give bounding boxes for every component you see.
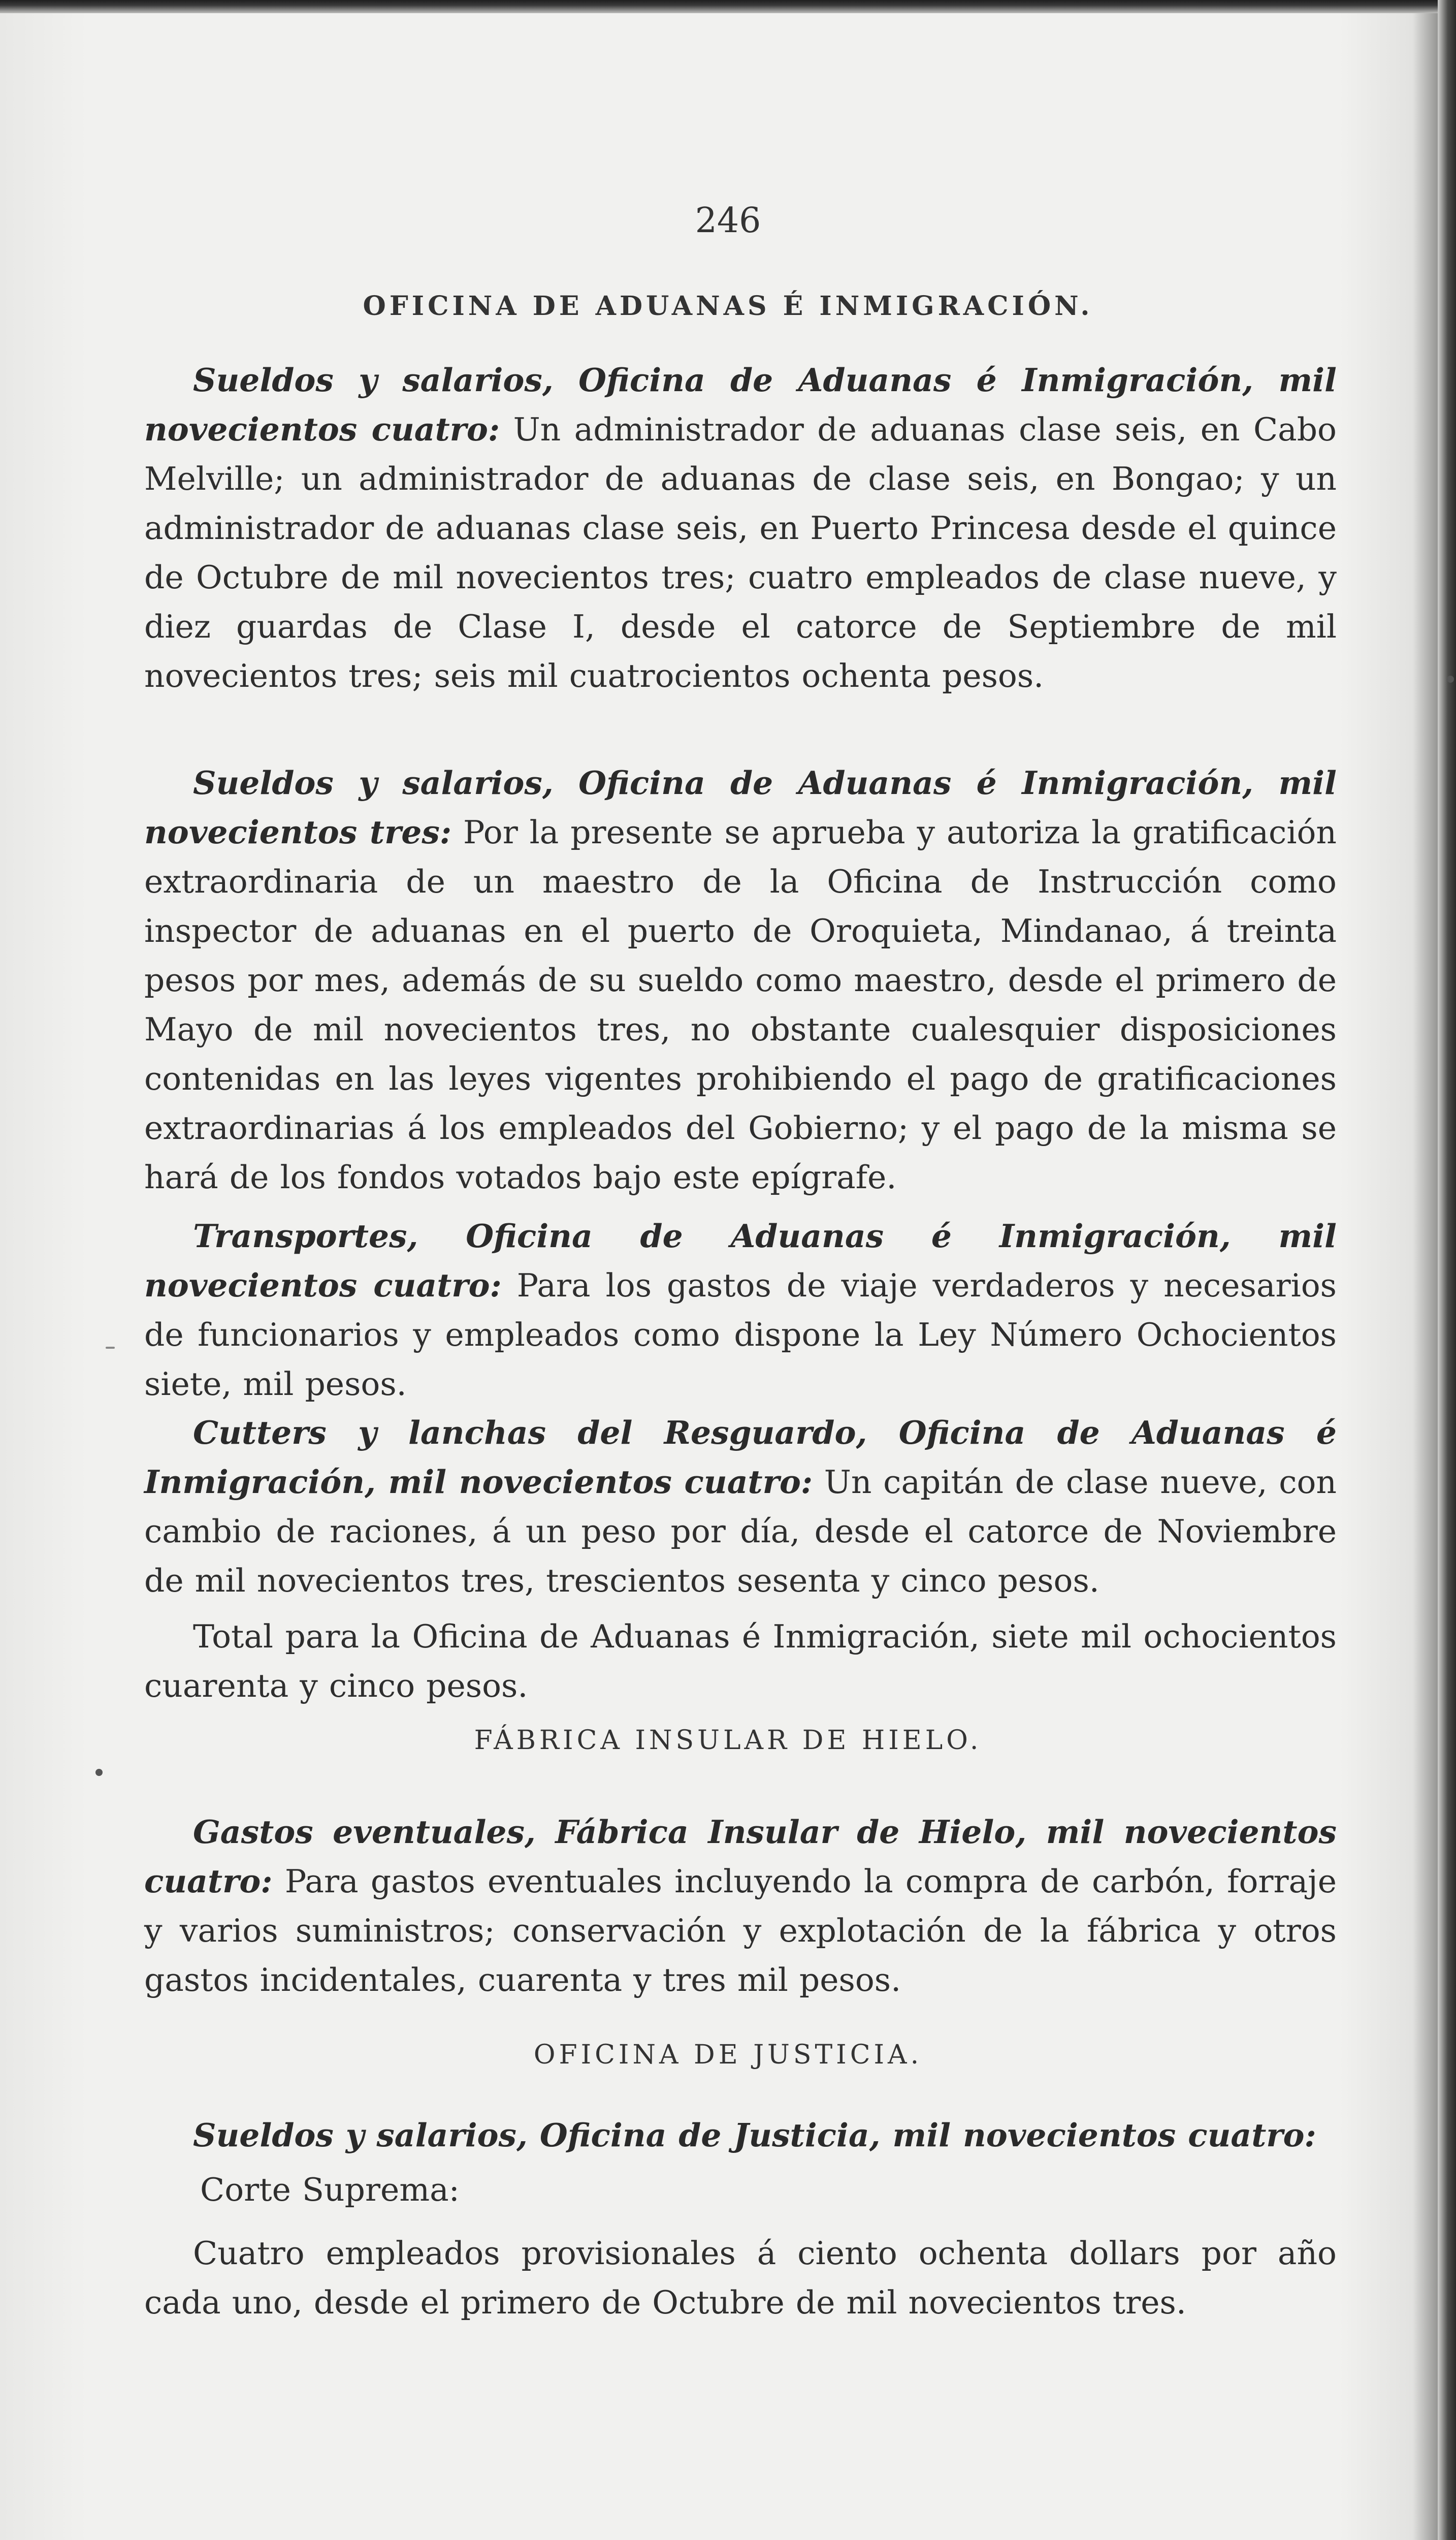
paragraph-sueldos-1903	[144, 758, 1337, 1202]
paragraph-total-aduanas	[144, 1612, 1337, 1710]
paragraph-cutters	[144, 1408, 1337, 1605]
paragraph-gastos-hielo	[144, 1807, 1337, 2005]
paragraph-text: Un administrador de aduanas clase seis, en Cabo Melville; un administrador de aduanas de clase seis, en Bongao; y un administrador de aduanas clase seis, en Puerto Princesa desde el quince de Octubre de mil novecientos tres; cuatro empleados de clase nueve, y diez guardas de Clase I, desde el catorce de Septiembre de mil novecientos tres; seis mil cuatrocientos ochenta pesos.	[144, 411, 1337, 694]
paragraph-text: Para gastos eventuales incluyendo la compra de carbón, forraje y varios suministros; conservación y explotación de la fábrica y otros gastos incidentales, cuarenta y tres mil pesos.	[144, 1863, 1337, 1998]
paragraph-text: Corte Suprema:	[200, 2171, 460, 2208]
paragraph-sueldos-justicia	[144, 2111, 1337, 2160]
paragraph-lead: Sueldos y salarios, Oficina de Aduanas é Inmigración, mil novecientos tres:	[144, 764, 1337, 851]
paragraph-text: Para los gastos de viaje verdaderos y necesarios de funcionarios y empleados como dispone la Ley Número Ochocientos siete, mil pesos.	[144, 1267, 1337, 1403]
paragraph-lead: Transportes, Oficina de Aduanas é Inmigración, mil novecientos cuatro:	[144, 1217, 1337, 1304]
section-header-hielo: FÁBRICA INSULAR DE HIELO.	[474, 1725, 982, 1756]
paragraph-sueldos-1904	[144, 356, 1337, 701]
paragraph-text: Cuatro empleados provisionales á ciento ochenta dollars por año cada uno, desde el primero de Octubre de mil novecientos tres.	[144, 2235, 1337, 2321]
paragraph-text: Por la presente se aprueba y autoriza la gratificación extraordinaria de un maestro de la Oficina de Instrucción como inspector de aduanas en el puerto de Oroquieta, Mindanao, á treinta pesos por mes, además de su sueldo como maestro, desde el primero de Mayo de mil novecientos tres, no obstante cualesquier disposiciones contenidas en las leyes vigentes prohibiendo el pago de gratificaciones extraordinarias á los empleados del Gobierno; y el pago de la misma se hará de los fondos votados bajo este epígrafe.	[144, 814, 1337, 1196]
page-top-edge	[0, 0, 1456, 13]
paragraph-lead: Sueldos y salarios, Oficina de Aduanas é Inmigración, mil novecientos cuatro:	[144, 361, 1337, 448]
paragraph-empleados-provisionales	[144, 2229, 1337, 2327]
paragraph-corte-suprema	[144, 2165, 1337, 2214]
paragraph-text: Un capitán de clase nueve, con cambio de raciones, á un peso por día, desde el catorce de Noviembre de mil novecientos tres, trescientos sesenta y cinco pesos.	[144, 1464, 1337, 1599]
paragraph-lead: Gastos eventuales, Fábrica Insular de Hielo, mil novecientos cuatro:	[144, 1813, 1337, 1900]
section-header-justicia: OFICINA DE JUSTICIA.	[533, 2040, 923, 2070]
paragraph-lead: Cutters y lanchas del Resguardo, Oficina de Aduanas é Inmigración, mil novecientos cuatro:	[144, 1414, 1337, 1501]
scan-speck	[106, 1347, 115, 1349]
page-number: 246	[695, 201, 761, 241]
paragraph-transportes	[144, 1212, 1337, 1409]
paragraph-lead: Sueldos y salarios, Oficina de Justicia, mil novecientos cuatro:	[193, 2116, 1316, 2154]
scan-speck	[1447, 676, 1454, 683]
scan-speck	[95, 1769, 103, 1776]
section-header-aduanas: OFICINA DE ADUANAS É INMIGRACIÓN.	[363, 291, 1093, 322]
paragraph-text: Total para la Oficina de Aduanas é Inmigración, siete mil ochocientos cuarenta y cinco pesos.	[144, 1618, 1337, 1704]
page-binding-edge	[1438, 0, 1456, 2540]
